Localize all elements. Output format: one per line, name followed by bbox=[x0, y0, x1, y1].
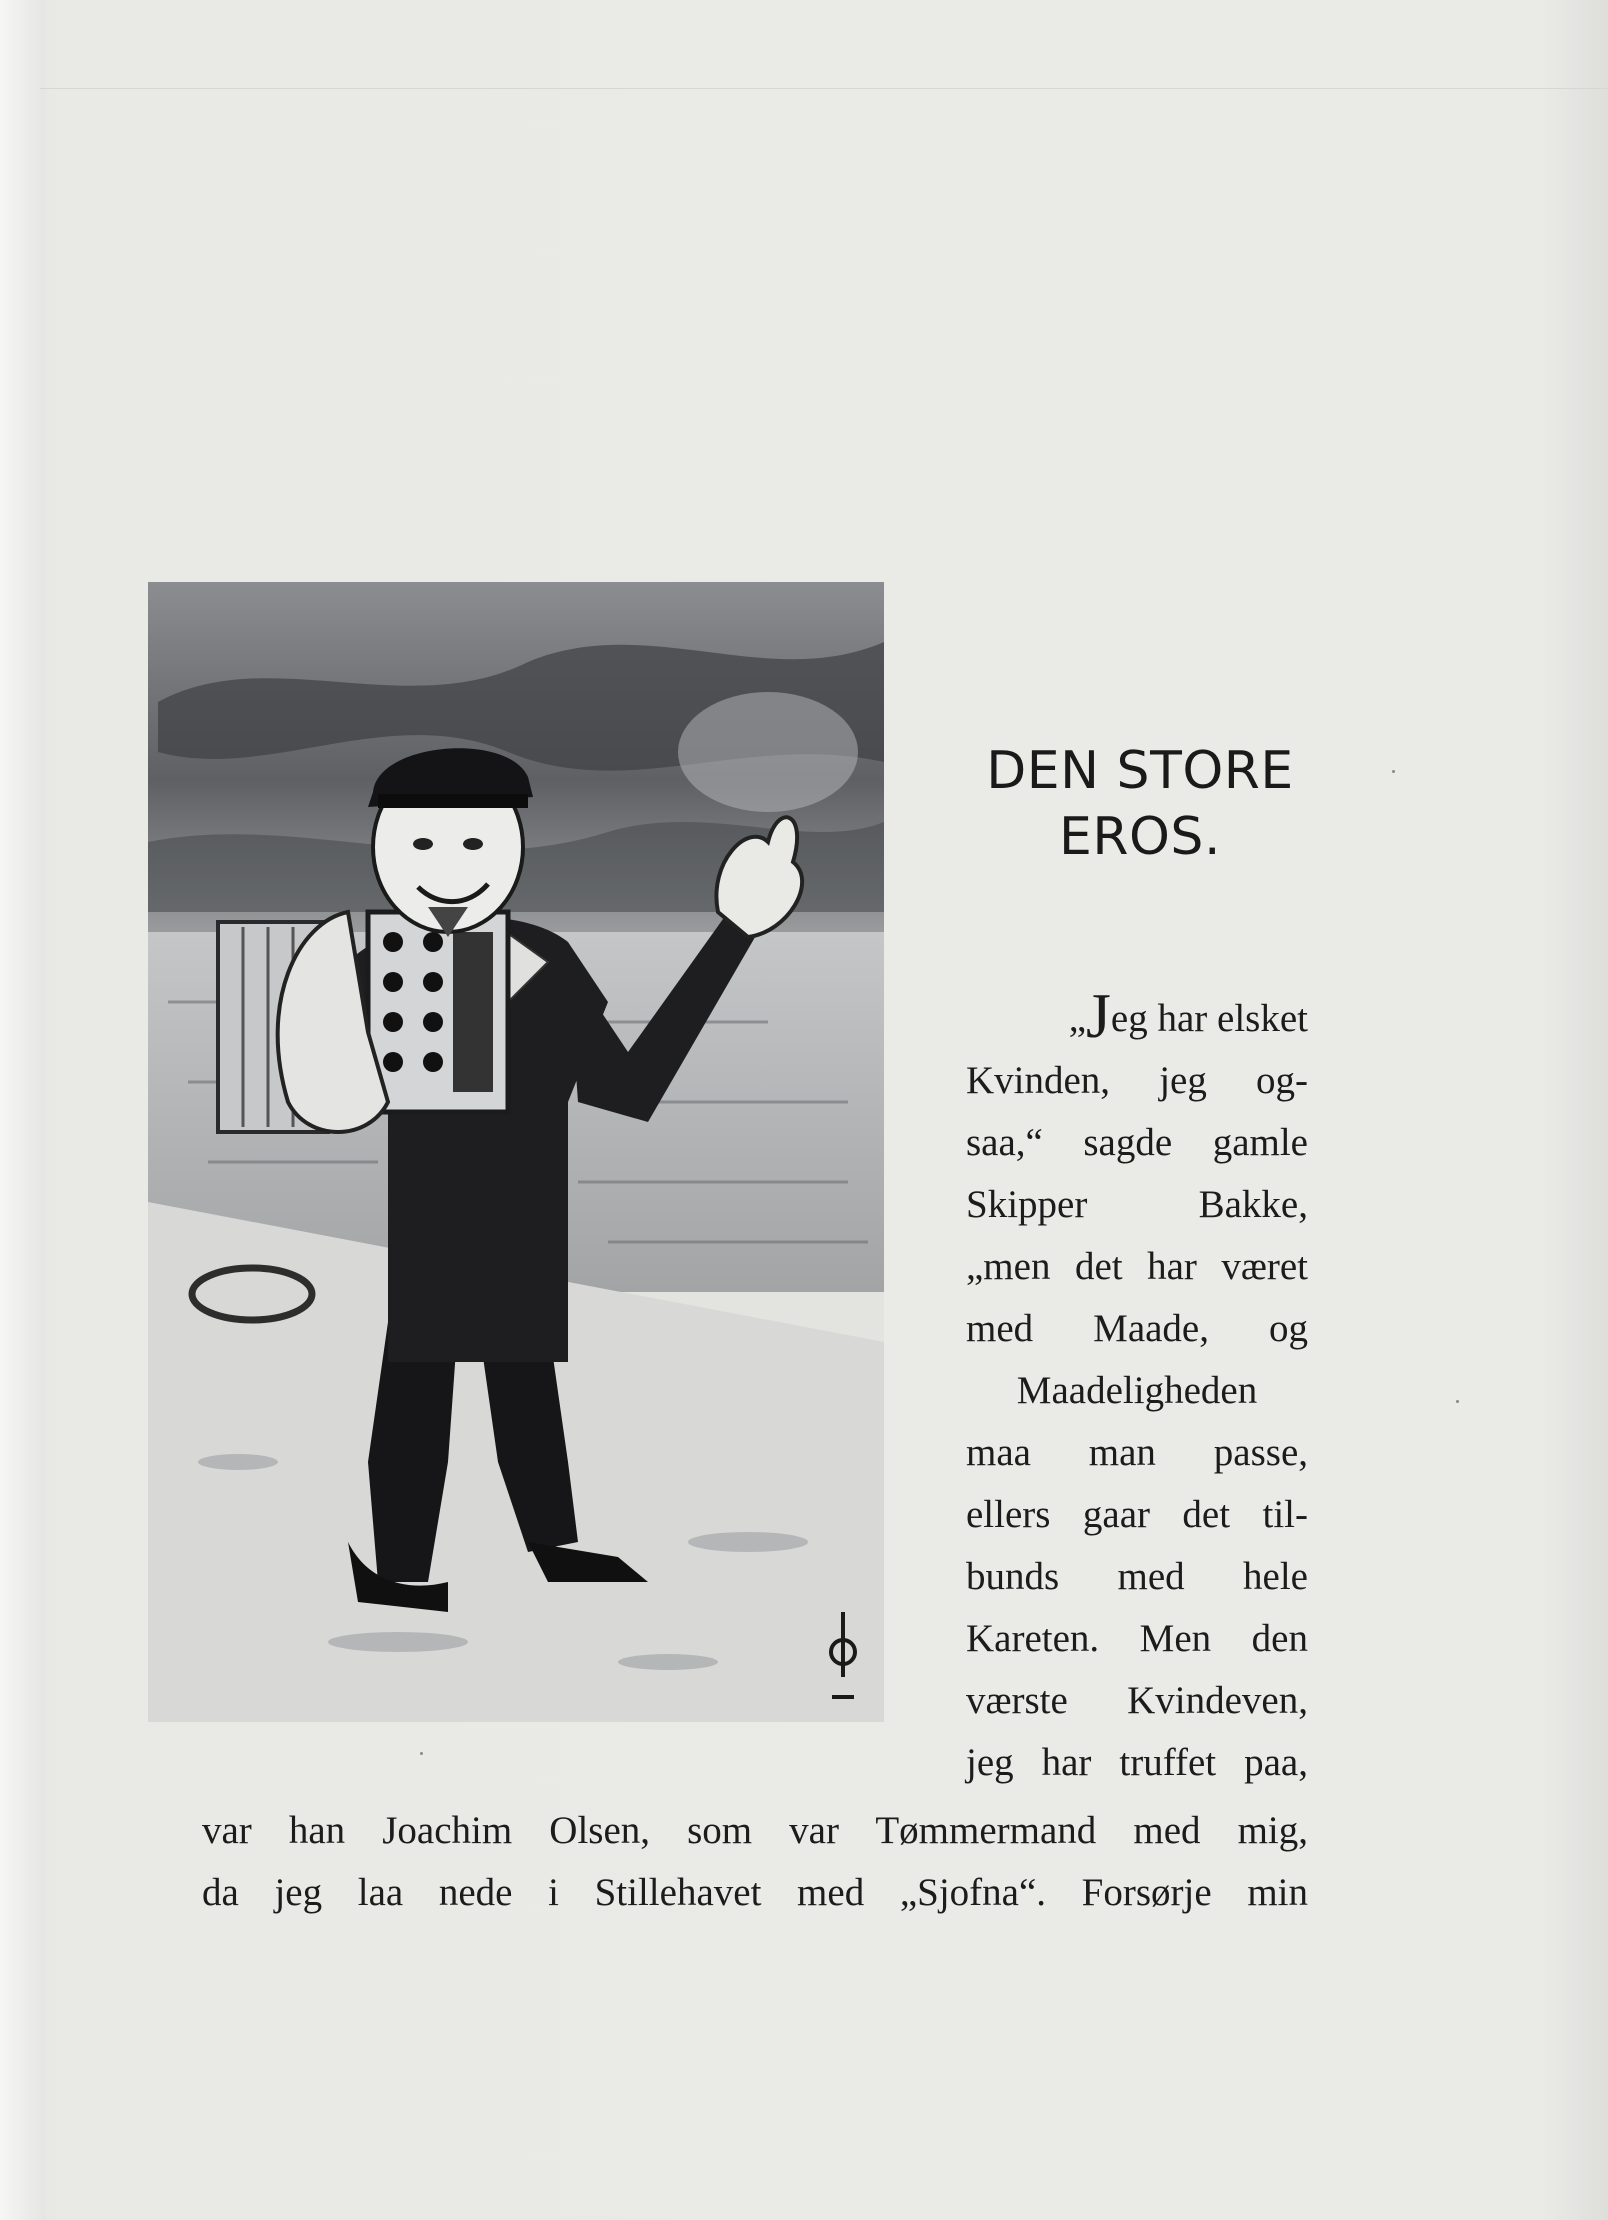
text-line: saa,“ sagde gamle bbox=[966, 1121, 1308, 1164]
chapter-title-line-2: EROS. bbox=[1059, 807, 1221, 867]
page-edge-line bbox=[40, 88, 1608, 89]
drop-cap: J bbox=[1086, 980, 1111, 1051]
text-line: Kvinden, jeg og- bbox=[966, 1059, 1308, 1102]
text-line: med Maade, og bbox=[966, 1307, 1308, 1350]
text-line: Skipper Bakke, bbox=[966, 1183, 1308, 1226]
text-line: var han Joachim Olsen, som var Tømmermand med mig, bbox=[202, 1809, 1308, 1852]
text-line: ellers gaar det til- bbox=[966, 1493, 1308, 1536]
text-line-rest: eg har elsket bbox=[1110, 997, 1308, 1040]
text-line: værste Kvindeven, bbox=[966, 1679, 1308, 1722]
paper-speck bbox=[1456, 1400, 1459, 1403]
text-line: Maadeligheden bbox=[1016, 1369, 1258, 1412]
text-line: maa man passe, bbox=[966, 1431, 1308, 1474]
text-line: Kareten. Men den bbox=[966, 1617, 1308, 1660]
narrow-text-column bbox=[966, 980, 1308, 1794]
text-line: jeg har truffet paa, bbox=[966, 1741, 1308, 1784]
text-line: bunds med hele bbox=[966, 1555, 1308, 1598]
chapter-title-line-1: DEN STORE bbox=[986, 741, 1294, 801]
quote-mark: „ bbox=[1068, 997, 1087, 1040]
paper-speck bbox=[1392, 770, 1395, 773]
chapter-title bbox=[940, 738, 1340, 870]
full-width-text bbox=[202, 1800, 1308, 1924]
page-gutter bbox=[0, 0, 46, 2220]
sailor-with-accordion-illustration bbox=[148, 582, 884, 1722]
text-line: „men det har været bbox=[966, 1245, 1308, 1288]
text-line: da jeg laa nede i Stillehavet med „Sjofna“. Forsørje min bbox=[202, 1871, 1308, 1914]
text-line bbox=[966, 980, 1308, 1051]
paper-speck bbox=[420, 1752, 423, 1755]
